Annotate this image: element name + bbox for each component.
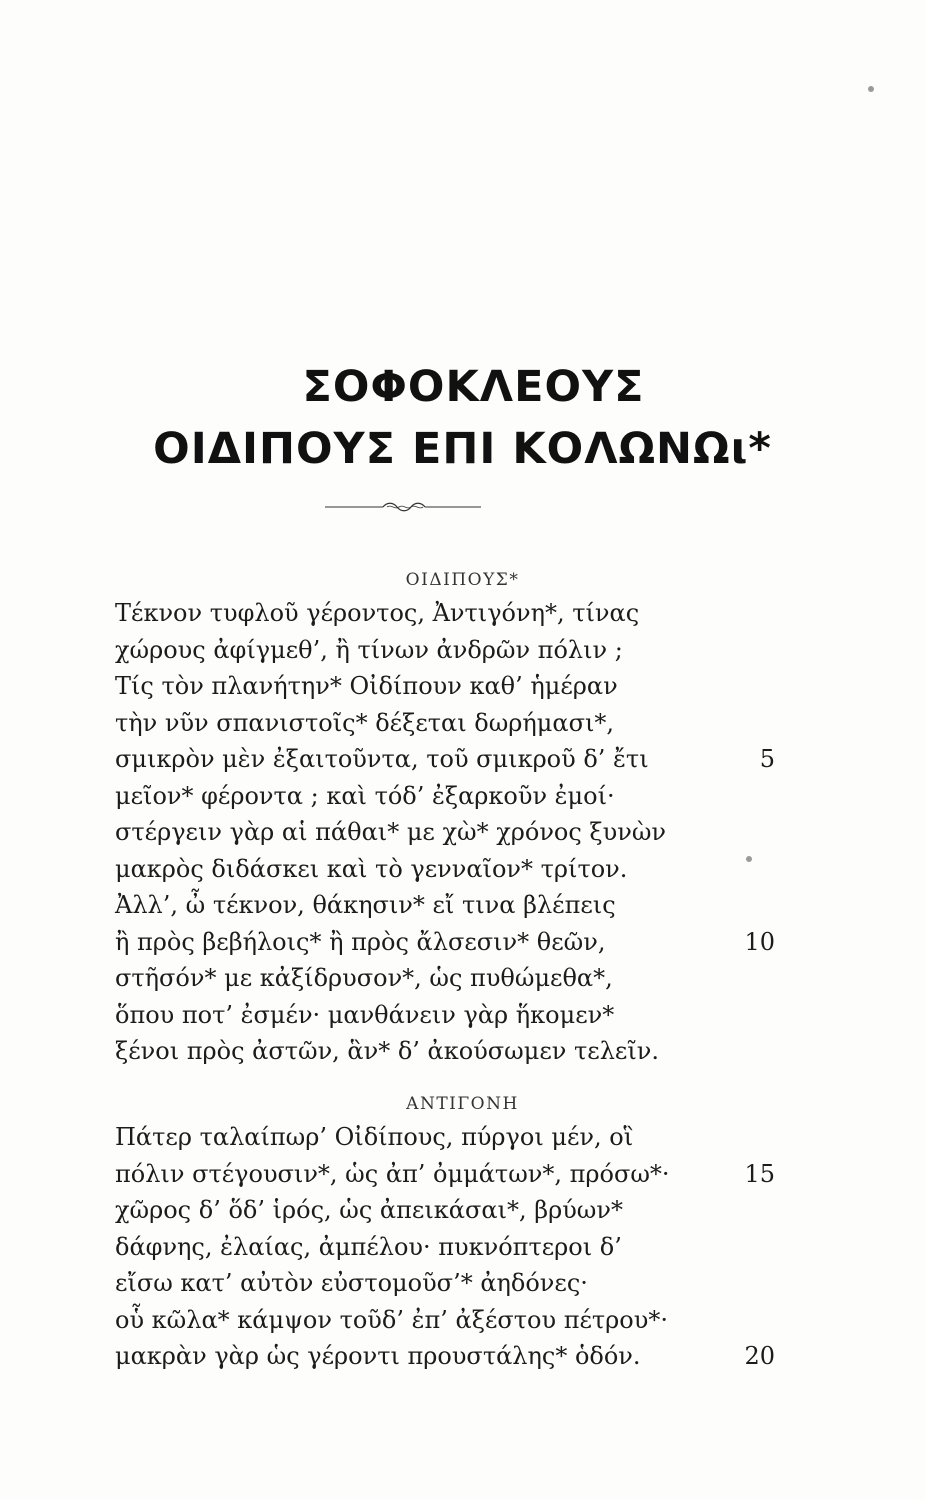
verse-text: στῆσόν* με κἀξίδρυσον*, ὡς πυθώμεθα*, — [115, 964, 613, 992]
verse-text: οὗ κῶλα* κάμψον τοῦδ’ ἐπ’ ἀξέστου πέτρου*· — [115, 1305, 668, 1334]
verse-text: ἢ πρὸς βεβήλοις* ἢ πρὸς ἄλσεσιν* θεῶν, — [115, 927, 606, 956]
verse-line — [115, 1265, 775, 1302]
verse-text: πόλιν στέγουσιν*, ὡς ἀπ’ ὀμμάτων*, πρόσω*· — [115, 1159, 670, 1188]
speaker-oedipus: ΟΙΔΙΠΟΥΣ* — [405, 570, 520, 590]
verse-line — [115, 1302, 775, 1339]
line-number: 5 — [759, 745, 775, 773]
verse-line — [115, 595, 775, 632]
verse-text: Τίς τὸν πλανήτην* Οἰδίπουν καθ’ ἡμέραν — [115, 672, 618, 700]
verse-line — [115, 1338, 775, 1375]
ink-speck — [868, 86, 874, 92]
verse-line — [115, 705, 775, 742]
verse-line — [115, 1156, 775, 1193]
verse-text: ὅπου ποτ’ ἐσμέν· μανθάνειν γὰρ ἥκομεν* — [115, 1000, 615, 1029]
verse-text: μακρὰν γὰρ ὡς γέροντι προυστάλης* ὁδόν. — [115, 1342, 641, 1370]
verse-line — [115, 632, 775, 669]
author-title: ΣΟΦΟΚΛΕΟΥΣ — [302, 362, 645, 412]
verse-text: χώρους ἀφίγμεθ’, ἢ τίνων ἀνδρῶν πόλιν ; — [115, 635, 623, 664]
verse-text: μεῖον* φέροντα ; καὶ τόδ’ ἐξαρκοῦν ἐμοί· — [115, 781, 615, 810]
verse-text: δάφνης, ἐλαίας, ἀμπέλου· πυκνόπτεροι δ’ — [115, 1232, 622, 1261]
verse-text: μακρὸς διδάσκει καὶ τὸ γενναῖον* τρίτον. — [115, 854, 628, 883]
line-number: 10 — [744, 927, 775, 956]
verse-text: Ἀλλ’, ὦ τέκνον, θάκησιν* εἴ τινα βλέπεις — [115, 891, 616, 919]
verse-line — [115, 668, 775, 705]
verse-line — [115, 741, 775, 778]
verse-line — [115, 924, 775, 961]
verse-text: ξένοι πρὸς ἀστῶν, ἃν* δ’ ἀκούσωμεν τελεῖν. — [115, 1037, 659, 1065]
verse-text: εἴσω κατ’ αὐτὸν εὐστομοῦσ’* ἀηδόνες· — [115, 1269, 588, 1297]
verse-line — [115, 887, 775, 924]
verse-line — [115, 851, 775, 888]
verse-line — [115, 1192, 775, 1229]
line-number: 15 — [744, 1159, 775, 1188]
verse-line — [115, 778, 775, 815]
verse-text: Τέκνον τυφλοῦ γέροντος, Ἀντιγόνη*, τίνας — [115, 599, 640, 627]
line-number: 20 — [744, 1342, 775, 1370]
verse-text: στέργειν γὰρ αἱ πάθαι* με χὼ* χρόνος ξυνὼν — [115, 818, 666, 846]
verse-text: Πάτερ ταλαίπωρ’ Οἰδίπους, πύργοι μέν, οἳ — [115, 1123, 634, 1151]
verse-text: τὴν νῦν σπανιστοῖς* δέξεται δωρήμασι*, — [115, 708, 615, 737]
verse-block-antigone — [115, 1119, 775, 1375]
verse-line — [115, 997, 775, 1034]
verse-line — [115, 814, 775, 851]
verse-line — [115, 1033, 775, 1070]
verse-text: χῶρος δ’ ὅδ’ ἱρός, ὡς ἀπεικάσαι*, βρύων* — [115, 1196, 623, 1224]
verse-block-oedipus — [115, 595, 775, 1070]
verse-line — [115, 1119, 775, 1156]
ink-speck — [746, 856, 752, 862]
verse-line — [115, 1229, 775, 1266]
play-title: ΟΙΔΙΠΟΥΣ ΕΠΙ ΚΟΛΩΝΩι* — [153, 424, 772, 474]
title-block — [0, 358, 925, 480]
verse-text: σμικρὸν μὲν ἐξαιτοῦντα, τοῦ σμικροῦ δ’ ἔτι — [115, 745, 649, 773]
ornament-divider-icon — [325, 499, 481, 513]
speaker-antigone: ΑΝΤΙΓΟΝΗ — [406, 1094, 519, 1114]
verse-line — [115, 960, 775, 997]
